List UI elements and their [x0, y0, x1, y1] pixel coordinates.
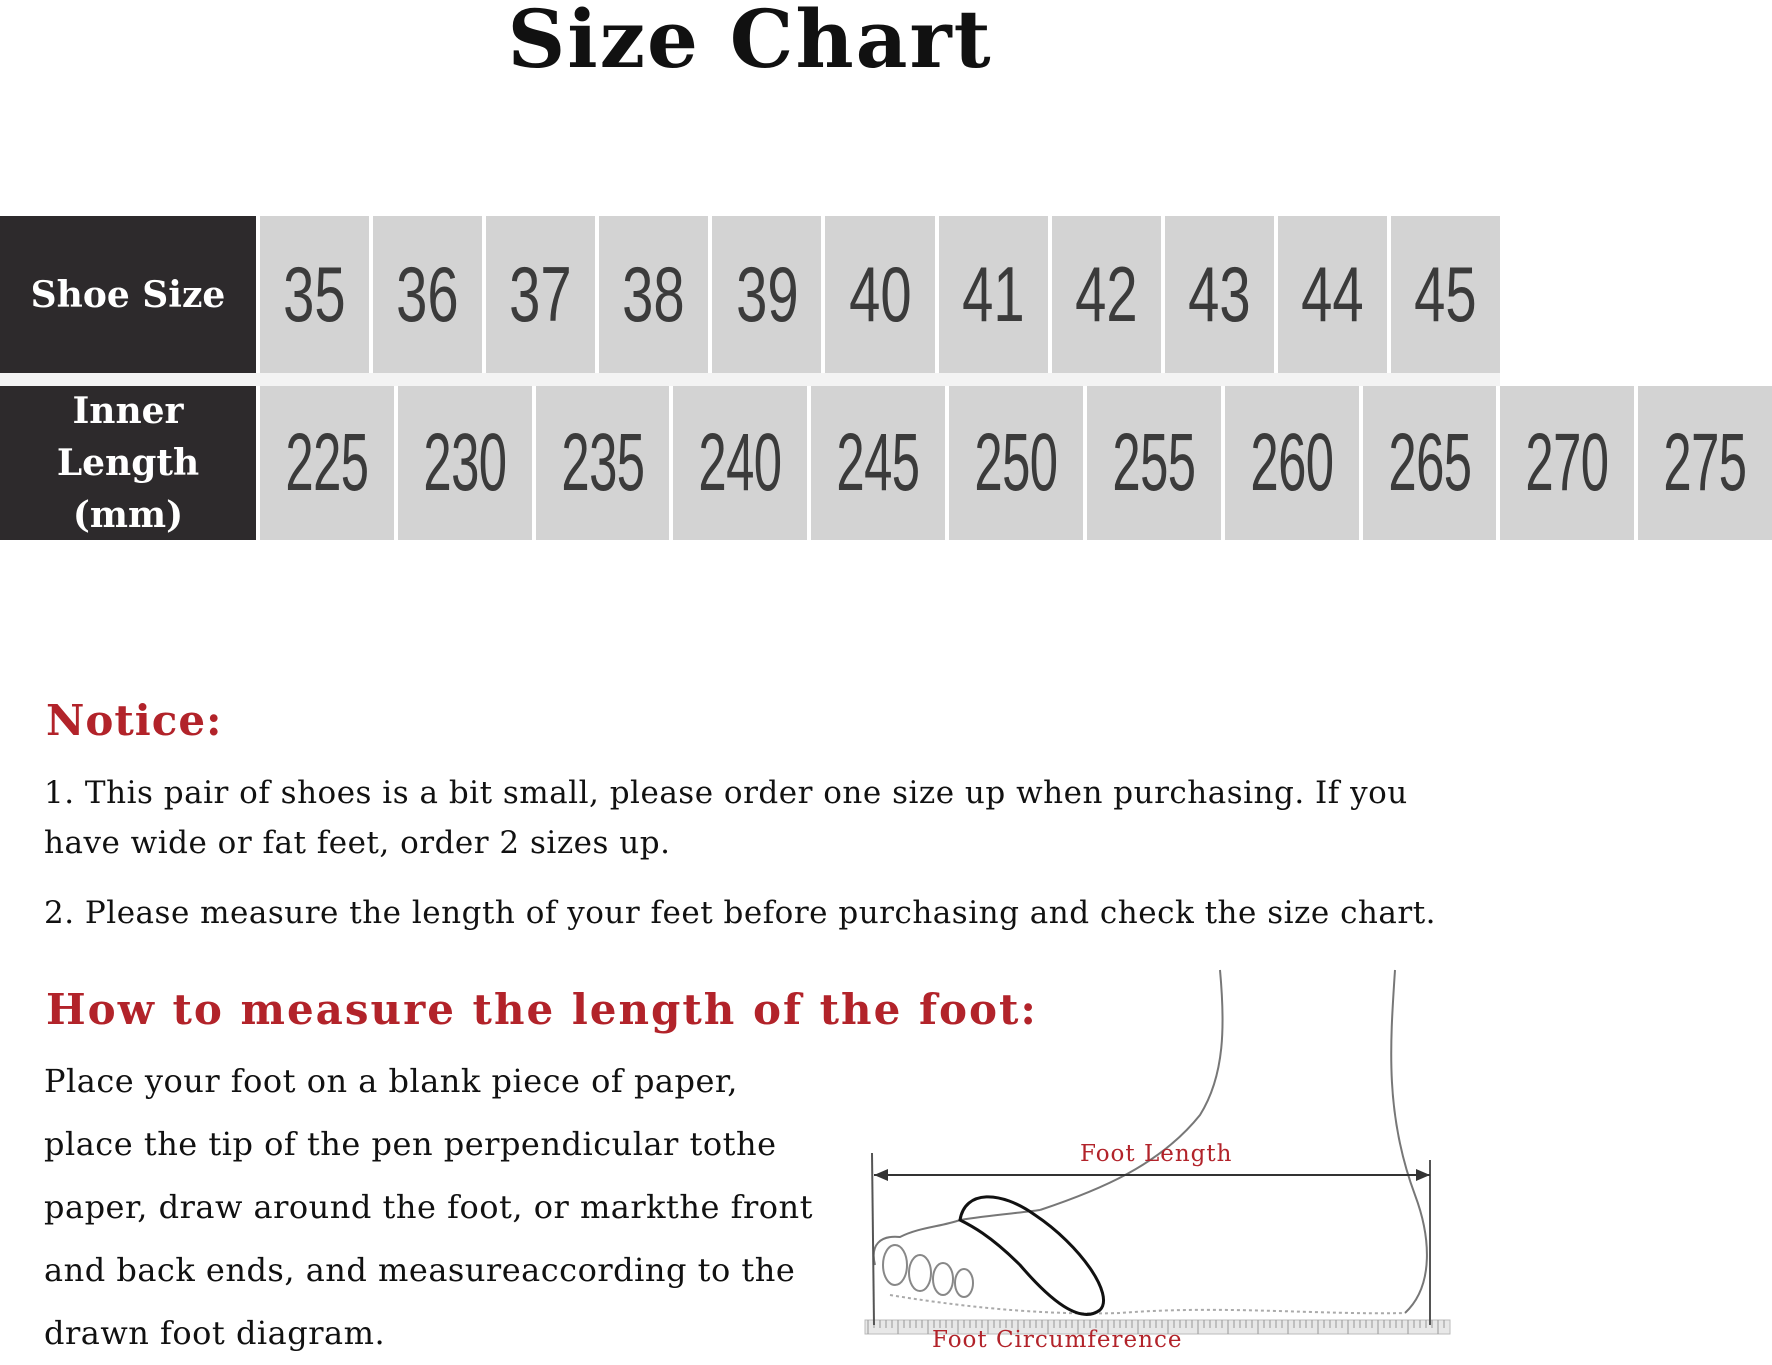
howto-line: Place your foot on a blank piece of paper, — [44, 1062, 738, 1100]
inner-length-value: 275 — [1663, 417, 1747, 508]
shoe-size-cell — [712, 216, 821, 373]
shoe-size-value: 36 — [396, 250, 459, 338]
shoe-size-value: 44 — [1301, 250, 1364, 338]
size-table — [0, 216, 1747, 546]
inner-length-cell — [1087, 386, 1221, 540]
inner-length-value: 230 — [423, 417, 507, 508]
notice-item-1: 1. This pair of shoes is a bit small, please order one size up when purchasing. If you have wide or fat feet, order 2 sizes up. — [44, 775, 1408, 861]
shoe-size-cell — [486, 216, 595, 373]
shoe-size-cell — [599, 216, 708, 373]
inner-length-value: 265 — [1388, 417, 1472, 508]
shoe-size-cell — [939, 216, 1048, 373]
inner-length-value: 225 — [285, 417, 369, 508]
shoe-size-value: 37 — [509, 250, 572, 338]
shoe-size-row — [0, 216, 1500, 373]
inner-length-cell — [260, 386, 394, 540]
shoe-size-cell — [1391, 216, 1500, 373]
shoe-size-value: 38 — [622, 250, 686, 338]
inner-length-cell — [536, 386, 670, 540]
notice-heading: Notice: — [46, 696, 223, 745]
foot-diagram — [860, 965, 1460, 1356]
inner-length-cell — [673, 386, 807, 540]
shoe-size-value: 43 — [1188, 250, 1251, 338]
shoe-size-value: 41 — [961, 250, 1025, 338]
inner-length-cells — [256, 386, 1772, 540]
shoe-size-cell — [373, 216, 482, 373]
shoe-size-value: 40 — [848, 250, 912, 338]
shoe-size-cell — [1052, 216, 1161, 373]
inner-length-value: 250 — [974, 417, 1058, 508]
howto-line: and back ends, and measureaccording to the — [44, 1251, 796, 1289]
inner-length-value: 245 — [836, 417, 920, 508]
inner-length-value: 270 — [1525, 417, 1609, 508]
shoe-size-value: 42 — [1074, 250, 1138, 338]
inner-length-value: 235 — [561, 417, 645, 508]
howto-line: paper, draw around the foot, or markthe front — [44, 1188, 813, 1226]
foot-length-label: Foot Length — [1080, 1141, 1233, 1167]
shoe-size-value: 39 — [735, 250, 799, 338]
shoe-size-cell — [825, 216, 934, 373]
inner-length-cell — [1363, 386, 1497, 540]
inner-length-cell — [1225, 386, 1359, 540]
inner-length-value: 255 — [1112, 417, 1196, 508]
inner-length-cell — [1500, 386, 1634, 540]
shoe-size-header: Shoe Size — [0, 216, 256, 373]
foot-circumference-label: Foot Circumference — [932, 1327, 1183, 1353]
inner-length-cell — [949, 386, 1083, 540]
inner-length-row — [0, 386, 1747, 540]
inner-length-header — [0, 386, 256, 540]
howto-line: drawn foot diagram. — [44, 1314, 386, 1352]
shoe-size-cells — [256, 216, 1500, 373]
shoe-size-cell — [1165, 216, 1274, 373]
inner-length-unit: (mm) — [72, 494, 184, 536]
notice-item-2: 2. Please measure the length of your feet before purchasing and check the size chart. — [44, 895, 1437, 931]
page-title: Size Chart — [507, 0, 993, 86]
inner-length-value: 240 — [698, 417, 782, 508]
inner-length-cell — [398, 386, 532, 540]
howto-line: place the tip of the pen perpendicular tothe — [44, 1125, 777, 1163]
inner-length-cell — [811, 386, 945, 540]
inner-length-value: 260 — [1250, 417, 1334, 508]
shoe-size-cell — [1278, 216, 1387, 373]
shoe-size-value: 35 — [283, 250, 346, 338]
howto-instructions — [44, 1050, 844, 1365]
inner-length-label: Inner Length — [56, 390, 200, 484]
shoe-size-cell — [260, 216, 369, 373]
inner-length-cell — [1638, 386, 1772, 540]
shoe-size-value: 45 — [1414, 250, 1477, 338]
howto-heading: How to measure the length of the foot: — [46, 985, 1038, 1034]
